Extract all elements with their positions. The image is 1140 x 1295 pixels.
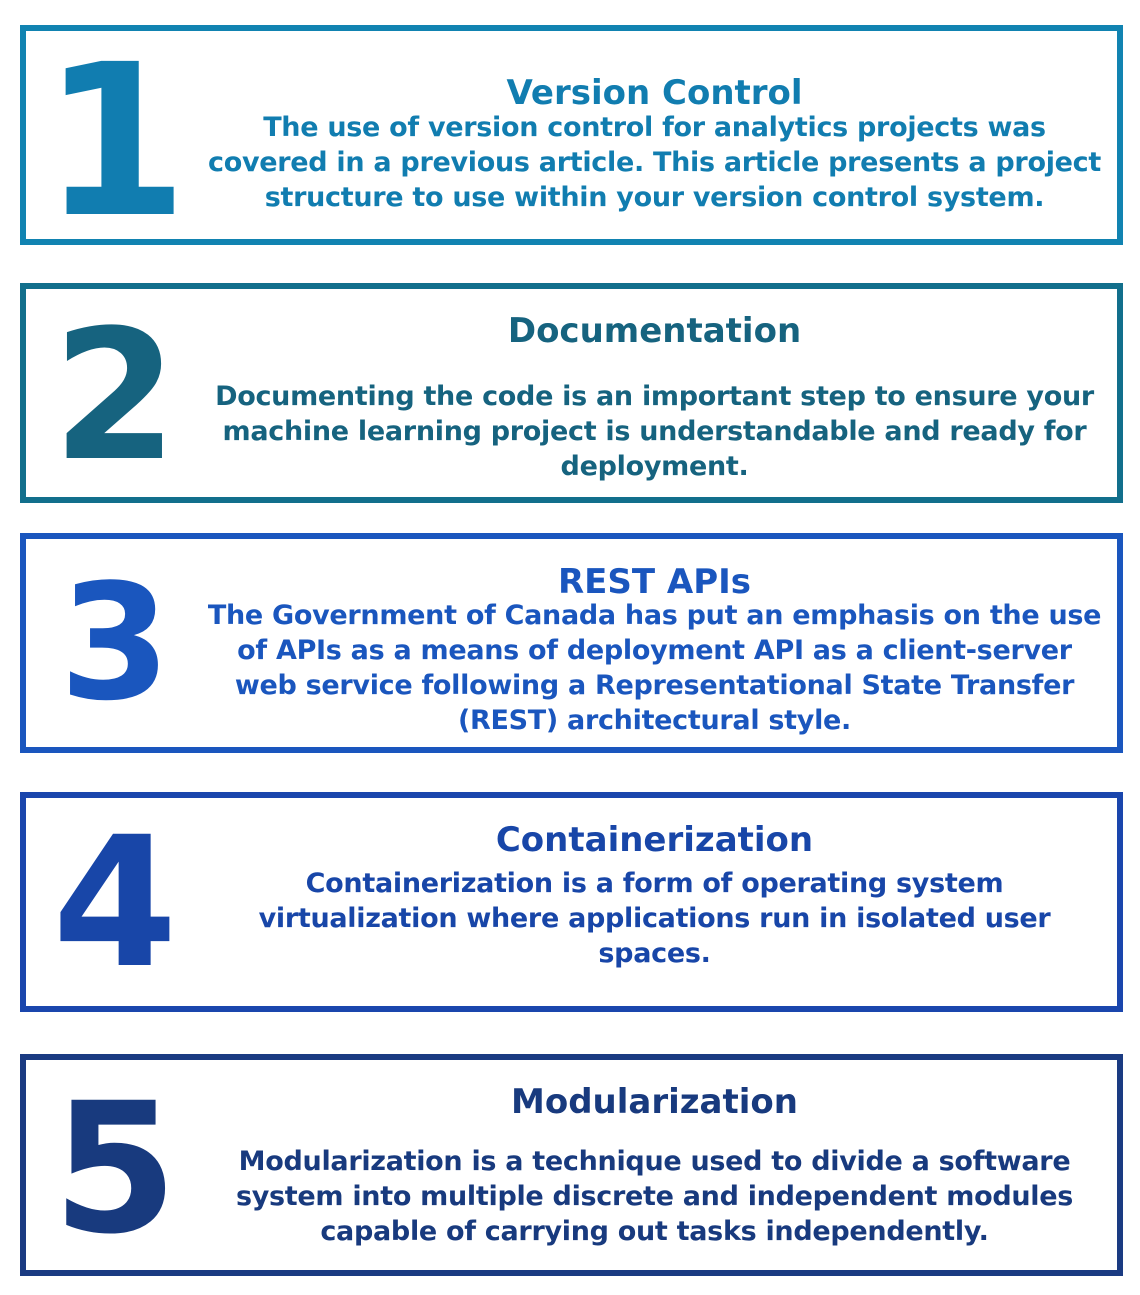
step-content	[206, 73, 1103, 215]
step-description: Modularization is a technique used to divide a software system into multiple discrete and independent modules capable of carrying out tasks independently.	[235, 1146, 1074, 1247]
step-card-modularization	[20, 1054, 1123, 1276]
step-description: The use of version control for analytics projects was covered in a previous article. This article presents a project structure to use within your version control system.	[208, 112, 1101, 213]
step-card-containerization	[20, 792, 1123, 1012]
step-title: Containerization	[495, 820, 814, 860]
step-number: 3	[59, 549, 171, 736]
step-content	[206, 311, 1103, 484]
step-number: 4	[52, 799, 178, 1008]
step-card-version-control	[20, 19, 1123, 264]
step-description: The Government of Canada has put an emphasis on the use of APIs as a means of deployment API as a client-server web service following a Representational State Transfer (REST) architectural style.	[207, 600, 1102, 736]
step-content	[206, 1082, 1103, 1249]
step-title: Documentation	[507, 311, 802, 351]
step-title: Modularization	[511, 1082, 798, 1122]
step-number: 2	[52, 292, 178, 501]
step-number: 5	[52, 1065, 178, 1274]
step-content	[206, 820, 1103, 971]
step-title: REST APIs	[557, 562, 752, 602]
step-title: Version Control	[506, 73, 803, 113]
step-card-documentation	[20, 283, 1123, 503]
step-description: Documenting the code is an important step to ensure your machine learning project is understandable and ready for deployment.	[215, 381, 1094, 482]
step-number: 1	[41, 19, 189, 264]
step-description: Containerization is a form of operating system virtualization where applications run in isolated user spaces.	[258, 868, 1051, 969]
step-card-rest-apis	[20, 533, 1123, 753]
step-content	[206, 562, 1103, 738]
